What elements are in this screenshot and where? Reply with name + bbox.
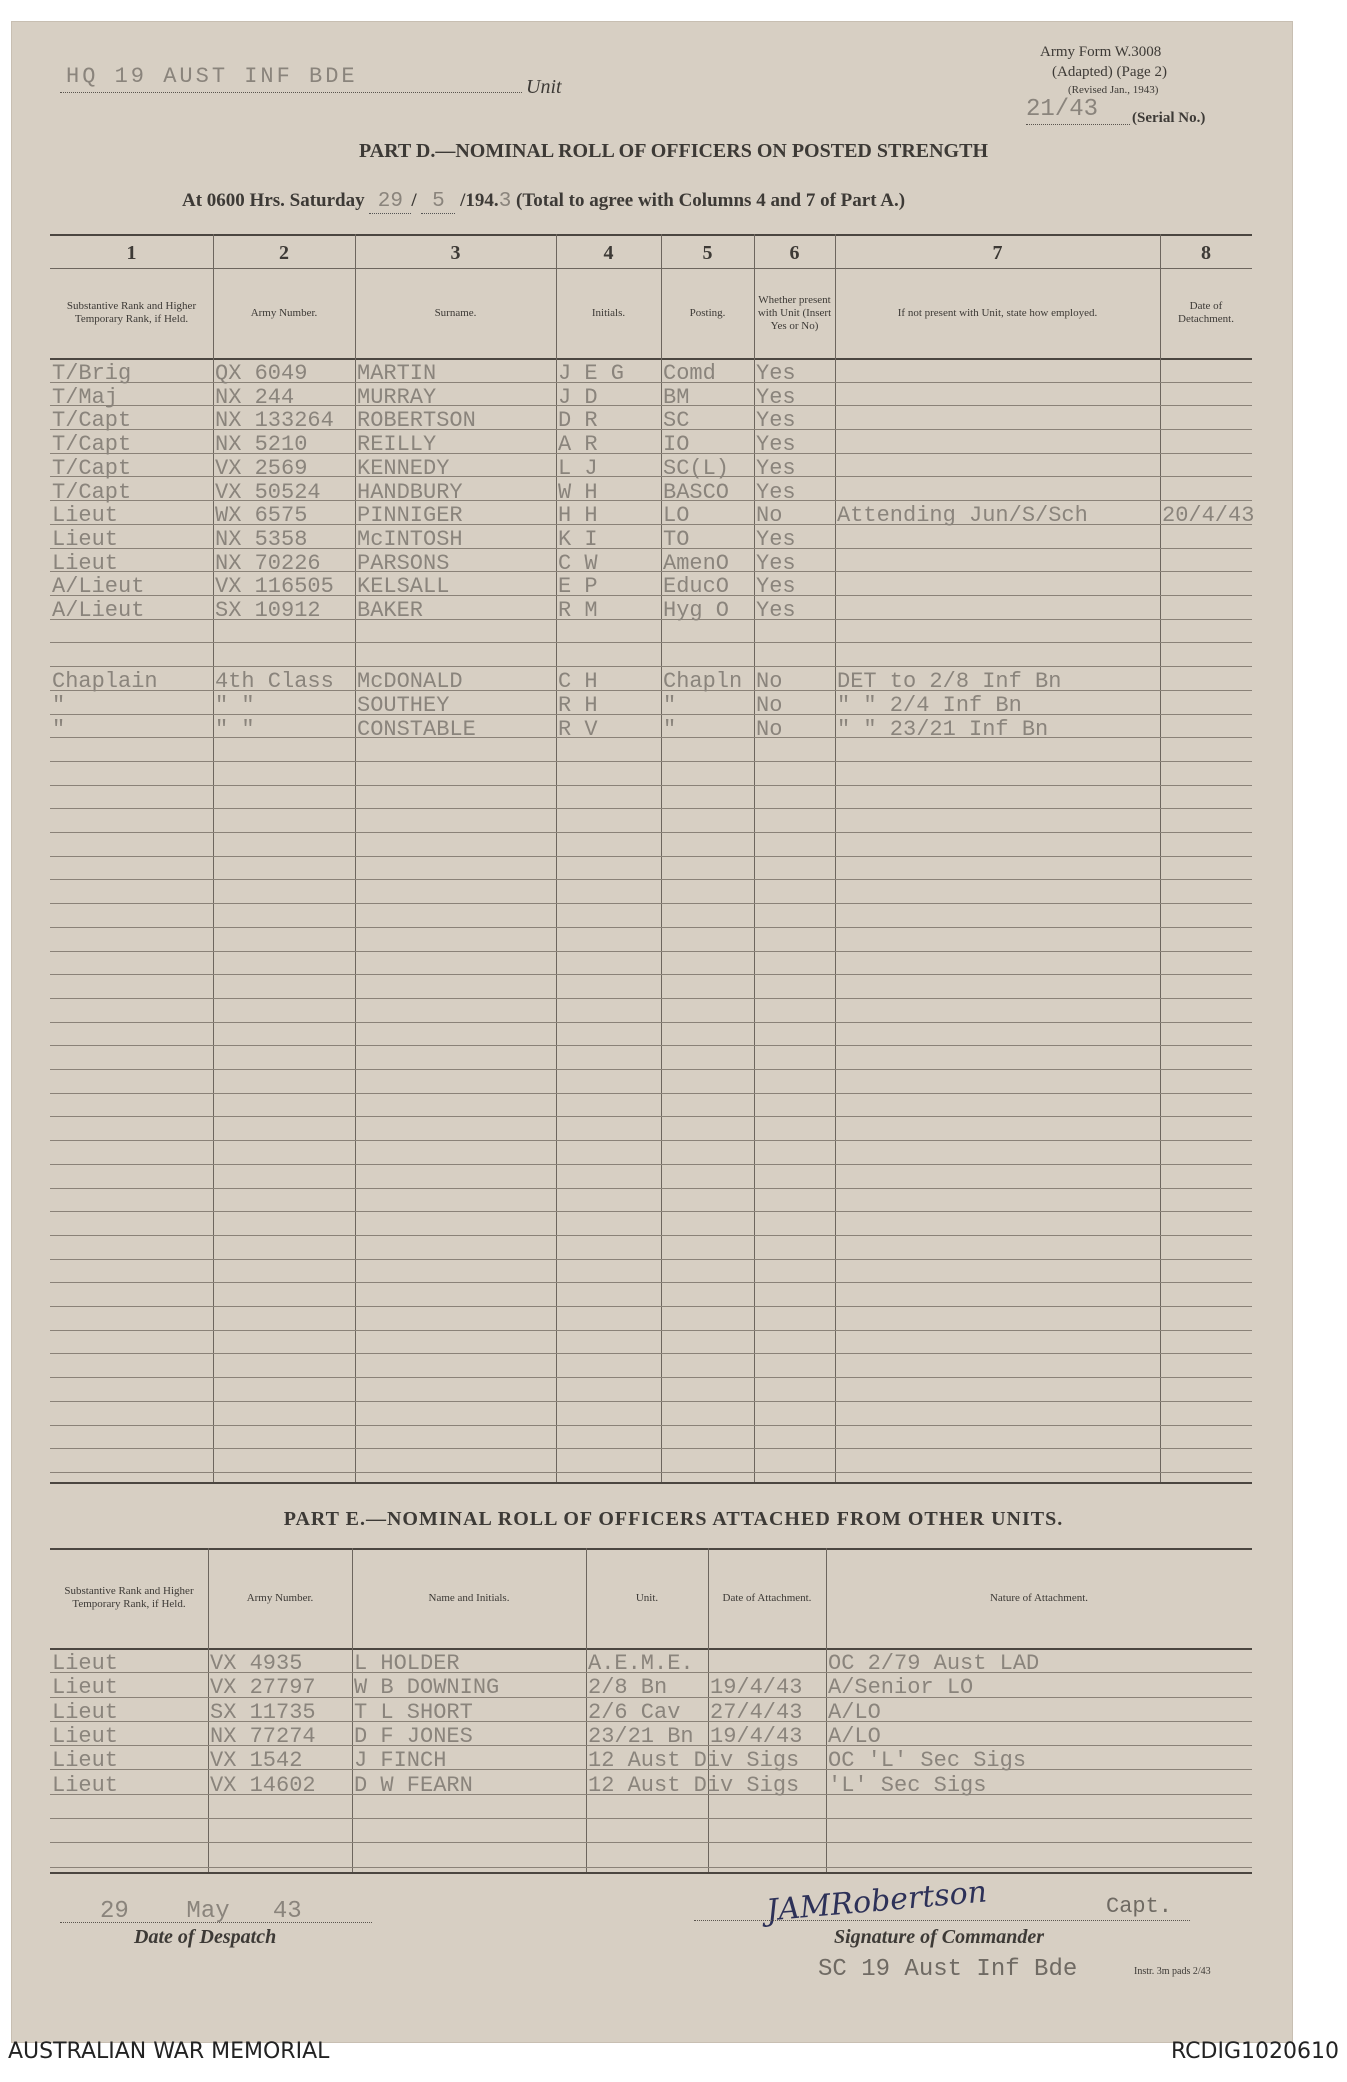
- part-e-col-header: Substantive Rank and Higher Temporary Rank, if Held.: [64, 1585, 194, 1610]
- part-d-cell-present: No: [756, 669, 783, 694]
- part-d-row-rule: [50, 1116, 1252, 1117]
- part-d-row-rule: [50, 1353, 1252, 1354]
- part-d-row-rule: [50, 1045, 1252, 1046]
- part-e-cell-number: VX 14602: [210, 1773, 316, 1798]
- part-d-cell-posting: AmenO: [663, 551, 730, 576]
- part-d-cell-posting: BM: [663, 385, 690, 410]
- part-e-col-header: Army Number.: [246, 1591, 314, 1604]
- part-d-row-rule: [50, 785, 1252, 786]
- part-d-cell-number: VX 50524: [215, 480, 321, 505]
- part-d-cell-posting: Hyg O: [663, 598, 730, 623]
- part-d-cell-number: SX 10912: [215, 598, 321, 623]
- part-d-cell-initials: C W: [558, 551, 598, 576]
- part-d-cell-rank: Lieut: [52, 551, 119, 576]
- part-d-cell-rank: T/Brig: [52, 361, 132, 386]
- part-d-col-divider: [1160, 234, 1161, 1482]
- part-d-cell-initials: R H: [558, 693, 598, 718]
- part-d-title: PART D.—NOMINAL ROLL OF OFFICERS ON POSTED STRENGTH: [358, 140, 988, 162]
- part-d-cell-posting: ": [663, 693, 677, 718]
- part-d-header-rule: [50, 358, 1252, 360]
- part-d-row-rule: [50, 808, 1252, 809]
- part-d-cell-posting: LO: [663, 503, 690, 528]
- part-e-row-rule: [50, 1867, 1252, 1868]
- part-d-cell-rank: A/Lieut: [52, 598, 145, 623]
- part-e-cell-number: VX 4935: [210, 1651, 303, 1676]
- part-d-row-rule: [50, 1093, 1252, 1094]
- part-d-cell-surname: KENNEDY: [357, 456, 450, 481]
- part-e-cell-date: 19/4/43: [710, 1675, 803, 1700]
- part-e-cell-unit: 2/8 Bn: [588, 1675, 668, 1700]
- part-d-col-divider: [556, 234, 557, 1482]
- part-d-cell-number: VX 2569: [215, 456, 308, 481]
- part-d-row-rule: [50, 1164, 1252, 1165]
- part-e-cell-nature: A/LO: [828, 1700, 881, 1725]
- part-d-cell-surname: PINNIGER: [357, 503, 463, 528]
- part-d-col-number: 1: [126, 242, 137, 264]
- part-d-cell-initials: W H: [558, 480, 598, 505]
- part-d-cell-surname: McINTOSH: [357, 527, 463, 552]
- part-d-cell-present: Yes: [756, 385, 796, 410]
- part-d-col-header: Date of Detachment.: [1178, 300, 1234, 325]
- part-d-cell-initials: J D: [558, 385, 598, 410]
- part-e-cell-rank: Lieut: [52, 1724, 119, 1749]
- part-d-cell-rank: Chaplain: [52, 669, 158, 694]
- part-d-cell-posting: ": [663, 717, 677, 742]
- form-id-line3: (Revised Jan., 1943): [1068, 84, 1159, 96]
- part-d-cell-surname: PARSONS: [357, 551, 450, 576]
- part-e-title: PART E.—NOMINAL ROLL OF OFFICERS ATTACHED FROM OTHER UNITS.: [283, 1508, 1064, 1530]
- serial-number: 21/43: [1026, 96, 1099, 123]
- part-e-col-divider: [708, 1548, 709, 1872]
- part-e-row-rule: [50, 1842, 1252, 1843]
- part-d-row-rule: [50, 1472, 1252, 1473]
- form-id-line1: Army Form W.3008: [1040, 44, 1162, 60]
- part-e-cell-number: VX 1542: [210, 1748, 303, 1773]
- part-e-cell-nature: OC 2/79 Aust LAD: [828, 1651, 1040, 1676]
- part-d-cell-present: Yes: [756, 480, 796, 505]
- part-d-cell-number: " ": [215, 693, 255, 718]
- part-d-cell-rank: T/Capt: [52, 408, 132, 433]
- part-d-cell-rank: Lieut: [52, 503, 119, 528]
- part-d-cell-employed: DET to 2/8 Inf Bn: [837, 669, 1062, 694]
- part-d-cell-posting: Chapln: [663, 669, 743, 694]
- part-e-cell-name: D F JONES: [354, 1724, 473, 1749]
- part-d-cell-initials: J E G: [558, 361, 625, 386]
- part-d-row-rule: [50, 998, 1252, 999]
- part-e-cell-rank: Lieut: [52, 1773, 119, 1798]
- part-e-cell-rank: Lieut: [52, 1675, 119, 1700]
- part-d-row-rule: [50, 832, 1252, 833]
- part-e-cell-rank: Lieut: [52, 1651, 119, 1676]
- part-d-cell-rank: T/Capt: [52, 432, 132, 457]
- part-e-cell-name: W B DOWNING: [354, 1675, 500, 1700]
- despatch-date: 29 May 43: [100, 1898, 302, 1925]
- part-e-cell-rank: Lieut: [52, 1748, 119, 1773]
- part-d-row-rule: [50, 1401, 1252, 1402]
- part-d-col-header: Initials.: [591, 306, 626, 319]
- part-d-cell-posting: EducO: [663, 574, 730, 599]
- serial-underline: [1026, 124, 1130, 125]
- part-d-cell-initials: R M: [558, 598, 598, 623]
- part-d-cell-surname: SOUTHEY: [357, 693, 450, 718]
- part-d-cell-employed: " " 23/21 Inf Bn: [837, 717, 1049, 742]
- part-d-cell-posting: SC: [663, 408, 690, 433]
- part-d-cell-posting: IO: [663, 432, 690, 457]
- part-e-cell-nature: A/LO: [828, 1724, 881, 1749]
- part-d-cell-rank: ": [52, 693, 66, 718]
- part-d-cell-present: Yes: [756, 527, 796, 552]
- part-d-cell-posting: TO: [663, 527, 690, 552]
- despatch-underline: [60, 1922, 372, 1923]
- part-d-col-divider: [754, 234, 755, 1482]
- part-d-cell-rank: Lieut: [52, 527, 119, 552]
- part-d-cell-number: 4th Class: [215, 669, 334, 694]
- part-d-row-rule: [50, 856, 1252, 857]
- signature-label: Signature of Commander: [834, 1926, 1045, 1948]
- part-d-col-number: 3: [450, 242, 461, 264]
- part-e-cell-name: L HOLDER: [354, 1651, 460, 1676]
- part-e-cell-unit: A.E.M.E.: [588, 1651, 694, 1676]
- unit-label: Unit: [526, 76, 562, 98]
- commander-signature: JAMRobertson: [764, 1874, 989, 1929]
- part-d-cell-surname: HANDBURY: [357, 480, 463, 505]
- part-d-cell-surname: CONSTABLE: [357, 717, 476, 742]
- part-d-col-number: 2: [279, 242, 289, 264]
- part-d-row-rule: [50, 761, 1252, 762]
- part-d-cell-number: NX 5210: [215, 432, 308, 457]
- part-d-row-rule: [50, 879, 1252, 880]
- part-d-date-line: At 0600 Hrs. Saturday 29 / 5 /194.3 (Total to agree with Columns 4 and 7 of Part A.): [182, 190, 906, 213]
- part-d-row-rule: [50, 951, 1252, 952]
- date-month: 5: [421, 190, 455, 214]
- part-d-cell-rank: A/Lieut: [52, 574, 145, 599]
- part-d-cell-present: Yes: [756, 432, 796, 457]
- signature-underline: [694, 1920, 1190, 1921]
- part-e-cell-unit: 12 Aust Div Sigs: [588, 1773, 800, 1798]
- part-e-cell-name: J FINCH: [354, 1748, 447, 1773]
- part-d-row-rule: [50, 1448, 1252, 1449]
- part-e-col-header: Unit.: [635, 1591, 659, 1604]
- part-e-col-header: Date of Attachment.: [722, 1591, 812, 1604]
- part-e-cell-number: VX 27797: [210, 1675, 316, 1700]
- part-d-cell-number: WX 6575: [215, 503, 308, 528]
- archive-id: RCDIG1020610: [1170, 2039, 1339, 2064]
- part-d-cell-initials: L J: [558, 456, 598, 481]
- part-d-cell-employed: Attending Jun/S/Sch: [837, 503, 1088, 528]
- part-d-row-rule: [50, 1330, 1252, 1331]
- part-e-cell-nature: A/Senior LO: [828, 1675, 974, 1700]
- part-d-row-rule: [50, 1259, 1252, 1260]
- part-e-col-divider: [826, 1548, 827, 1872]
- part-e-cell-date: 27/4/43: [710, 1700, 803, 1725]
- part-d-cell-present: No: [756, 503, 783, 528]
- unit-typed: HQ 19 AUST INF BDE: [66, 64, 358, 89]
- part-e-cell-rank: Lieut: [52, 1700, 119, 1725]
- part-e-col-divider: [586, 1548, 587, 1872]
- part-d-col-header: If not present with Unit, state how employed.: [897, 306, 1098, 319]
- part-d-col-number: 8: [1201, 242, 1211, 264]
- part-d-row-rule: [50, 666, 1252, 667]
- part-d-row-rule: [50, 1235, 1252, 1236]
- part-d-col-number: 5: [702, 242, 713, 264]
- part-d-row-rule: [50, 1069, 1252, 1070]
- serial-label: (Serial No.): [1132, 110, 1206, 126]
- part-d-cell-initials: E P: [558, 574, 598, 599]
- part-d-cell-number: NX 133264: [215, 408, 334, 433]
- part-d-col-number: 7: [992, 242, 1003, 264]
- archive-credit: AUSTRALIAN WAR MEMORIAL: [8, 2039, 330, 2064]
- part-d-col-divider: [355, 234, 356, 1482]
- part-d-cell-present: No: [756, 717, 783, 742]
- part-d-cell-initials: A R: [558, 432, 598, 457]
- part-d-cell-present: Yes: [756, 574, 796, 599]
- part-e-cell-nature: OC 'L' Sec Sigs: [828, 1748, 1027, 1773]
- part-d-cell-surname: REILLY: [357, 432, 437, 457]
- part-d-cell-present: Yes: [756, 456, 796, 481]
- part-d-col-header: Whether present with Unit (Insert Yes or No): [757, 293, 832, 332]
- part-d-col-divider: [213, 234, 214, 1482]
- part-d-col-number: 4: [603, 242, 614, 264]
- part-d-col-header: Army Number.: [250, 306, 318, 319]
- part-e-cell-unit: 12 Aust Div Sigs: [588, 1748, 800, 1773]
- part-d-cell-initials: D R: [558, 408, 598, 433]
- part-d-cell-surname: MURRAY: [357, 385, 437, 410]
- part-e-row-rule: [50, 1818, 1252, 1819]
- part-e-bottom-rule: [50, 1872, 1252, 1874]
- part-d-row-rule: [50, 927, 1252, 928]
- part-d-cell-rank: T/Capt: [52, 480, 132, 505]
- part-d-col-header: Posting.: [689, 306, 726, 319]
- part-d-cell-initials: C H: [558, 669, 598, 694]
- part-d-cell-number: " ": [215, 717, 255, 742]
- part-e-col-header: Nature of Attachment.: [989, 1591, 1089, 1604]
- part-d-cell-rank: T/Maj: [52, 385, 119, 410]
- part-e-cell-name: T L SHORT: [354, 1700, 473, 1725]
- part-d-cell-employed: " " 2/4 Inf Bn: [837, 693, 1022, 718]
- part-e-cell-nature: 'L' Sec Sigs: [828, 1773, 987, 1798]
- part-d-row-rule: [50, 1211, 1252, 1212]
- part-d-row-rule: [50, 1425, 1252, 1426]
- part-d-cell-present: Yes: [756, 551, 796, 576]
- part-e-col-divider: [352, 1548, 353, 1872]
- part-d-row-rule: [50, 903, 1252, 904]
- part-d-row-rule: [50, 1377, 1252, 1378]
- part-d-cell-rank: ": [52, 717, 66, 742]
- part-d-cell-initials: R V: [558, 717, 598, 742]
- part-d-cell-rank: T/Capt: [52, 456, 132, 481]
- part-d-col-header: Surname.: [434, 306, 477, 319]
- part-d-cell-number: NX 5358: [215, 527, 308, 552]
- part-d-cell-initials: K I: [558, 527, 598, 552]
- part-d-cell-surname: McDONALD: [357, 669, 463, 694]
- part-d-cell-surname: KELSALL: [357, 574, 450, 599]
- part-d-cell-present: Yes: [756, 408, 796, 433]
- part-d-row-rule: [50, 642, 1252, 643]
- part-d-cell-posting: BASCO: [663, 480, 730, 505]
- part-d-col-divider: [661, 234, 662, 1482]
- form-id-line2: (Adapted) (Page 2): [1052, 64, 1167, 80]
- part-d-cell-number: NX 244: [215, 385, 295, 410]
- part-e-cell-number: SX 11735: [210, 1700, 316, 1725]
- date-day: 29: [369, 190, 411, 214]
- signature-unit: SC 19 Aust Inf Bde: [818, 1956, 1078, 1983]
- part-e-header-rule: [50, 1648, 1252, 1650]
- part-d-cell-posting: SC(L): [663, 456, 730, 481]
- part-d-cell-present: Yes: [756, 598, 796, 623]
- part-d-cell-initials: H H: [558, 503, 598, 528]
- unit-underline: [60, 92, 522, 93]
- print-note: Instr. 3m pads 2/43: [1134, 1966, 1211, 1977]
- part-d-bottom-rule: [50, 1482, 1252, 1484]
- part-e-cell-date: 19/4/43: [710, 1724, 803, 1749]
- part-d-row-rule: [50, 1022, 1252, 1023]
- part-d-col-header: Substantive Rank and Higher Temporary Rank, if Held.: [66, 300, 197, 325]
- part-e-col-divider: [208, 1548, 209, 1872]
- commander-rank: Capt.: [1106, 1894, 1173, 1919]
- part-d-row-rule: [50, 1282, 1252, 1283]
- part-d-cell-number: QX 6049: [215, 361, 308, 386]
- part-d-row-rule: [50, 1188, 1252, 1189]
- part-d-top-rule: [50, 234, 1252, 236]
- part-d-cell-surname: ROBERTSON: [357, 408, 476, 433]
- part-e-cell-number: NX 77274: [210, 1724, 316, 1749]
- part-d-cell-posting: Comd: [663, 361, 716, 386]
- part-d-cell-present: No: [756, 693, 783, 718]
- part-d-row-rule: [50, 1140, 1252, 1141]
- part-d-cell-date: 20/4/43: [1162, 503, 1255, 528]
- part-d-cell-surname: MARTIN: [357, 361, 437, 386]
- part-d-col-divider: [835, 234, 836, 1482]
- part-d-cell-present: Yes: [756, 361, 796, 386]
- part-e-cell-name: D W FEARN: [354, 1773, 473, 1798]
- part-d-row-rule: [50, 974, 1252, 975]
- part-d-cell-number: NX 70226: [215, 551, 321, 576]
- part-d-row-rule: [50, 1306, 1252, 1307]
- part-e-cell-unit: 2/6 Cav: [588, 1700, 681, 1725]
- despatch-label: Date of Despatch: [134, 1926, 277, 1948]
- part-e-col-header: Name and Initials.: [428, 1591, 510, 1604]
- part-d-cell-surname: BAKER: [357, 598, 424, 623]
- part-e-cell-unit: 23/21 Bn: [588, 1724, 694, 1749]
- part-d-col-number: 6: [789, 242, 800, 264]
- part-d-cell-number: VX 116505: [215, 574, 334, 599]
